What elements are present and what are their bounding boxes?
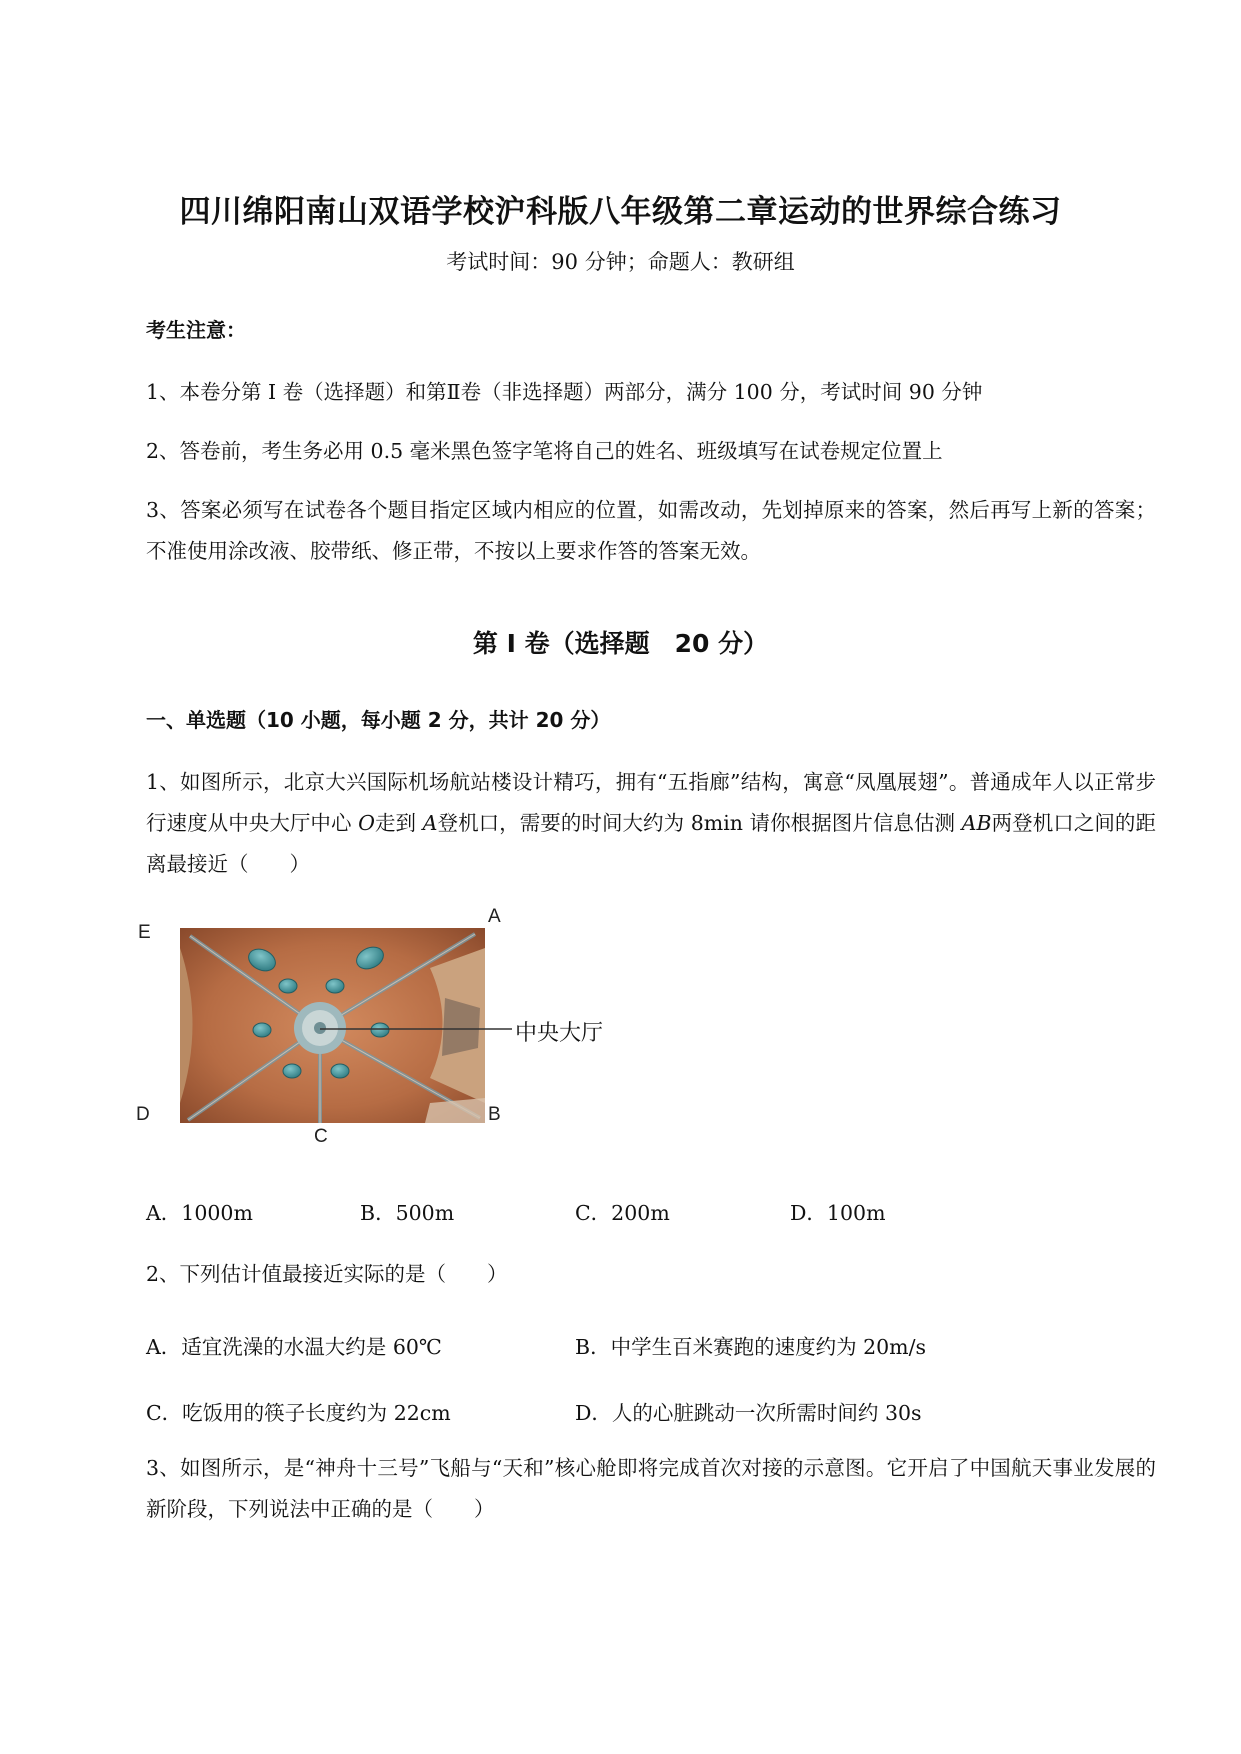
figure-label-a: A [488, 906, 501, 927]
part-heading: 一、单选题（10 小题，每小题 2 分，共计 20 分） [146, 708, 611, 732]
q1-text-d: 两登机口之间的距离最接近（ ） [146, 811, 1156, 876]
notice-item-1: 1、本卷分第 I 卷（选择题）和第Ⅱ卷（非选择题）两部分，满分 100 分，考试时间 90 分钟 [146, 380, 983, 404]
question-3-text: 3、如图所示，是“神舟十三号”飞船与“天和”核心舱即将完成首次对接的示意图。它开启了中国航天事业发展的新阶段，下列说法中正确的是（ ） [146, 1456, 1156, 1521]
callout-leader-line [320, 1024, 520, 1034]
question-1-text [146, 762, 1156, 885]
q2-option-a[interactable]: A．适宜洗澡的水温大约是 60℃ [146, 1335, 442, 1359]
notice-item-2: 2、答卷前，考生务必用 0.5 毫米黑色签字笔将自己的姓名、班级填写在试卷规定位置上 [146, 439, 943, 463]
notice-heading: 考生注意： [146, 318, 246, 342]
q1-text-b: 走到 [374, 811, 423, 835]
q2-option-c[interactable]: C．吃饭用的筷子长度约为 22cm [146, 1401, 451, 1425]
q1-option-a[interactable]: A．1000m [146, 1201, 253, 1225]
q1-var-o: O [358, 811, 375, 835]
q1-text-c: 登机口，需要的时间大约为 8min 请你根据图片信息估测 [437, 811, 962, 835]
question-2-text: 2、下列估计值最接近实际的是（ ） [146, 1262, 508, 1286]
q1-var-a: A [422, 811, 438, 835]
q1-var-ab: AB [961, 811, 992, 835]
page-title: 四川绵阳南山双语学校沪科版八年级第二章运动的世界综合练习 [179, 194, 1062, 230]
q1-option-c[interactable]: C．200m [575, 1201, 670, 1225]
q2-option-d[interactable]: D．人的心脏跳动一次所需时间约 30s [575, 1401, 922, 1425]
figure-callout-central-hall: 中央大厅 [515, 1021, 604, 1046]
notice-item-3: 3、答案必须写在试卷各个题目指定区域内相应的位置，如需改动，先划掉原来的答案，然后再写上新的答案；不准使用涂改液、胶带纸、修正带，不按以上要求作答的答案无效。 [146, 498, 1156, 563]
section-title: 第 I 卷（选择题 20 分） [472, 629, 769, 658]
q1-option-d[interactable]: D．100m [790, 1201, 886, 1225]
figure-label-e: E [138, 922, 151, 943]
figure-label-b: B [488, 1104, 501, 1125]
airport-figure [136, 906, 620, 1148]
q1-option-b[interactable]: B．500m [360, 1201, 455, 1225]
exam-info: 考试时间：90 分钟；命题人：教研组 [446, 250, 795, 274]
q2-option-b[interactable]: B．中学生百米赛跑的速度约为 20m/s [575, 1335, 927, 1359]
figure-label-c: C [314, 1126, 328, 1147]
q1-text-a: 1、如图所示，北京大兴国际机场航站楼设计精巧，拥有“五指廊”结构，寓意“凤凰展翅”。普通成年人以正常步行速度从中央大厅中心 [146, 770, 1156, 835]
figure-label-d: D [136, 1104, 150, 1125]
